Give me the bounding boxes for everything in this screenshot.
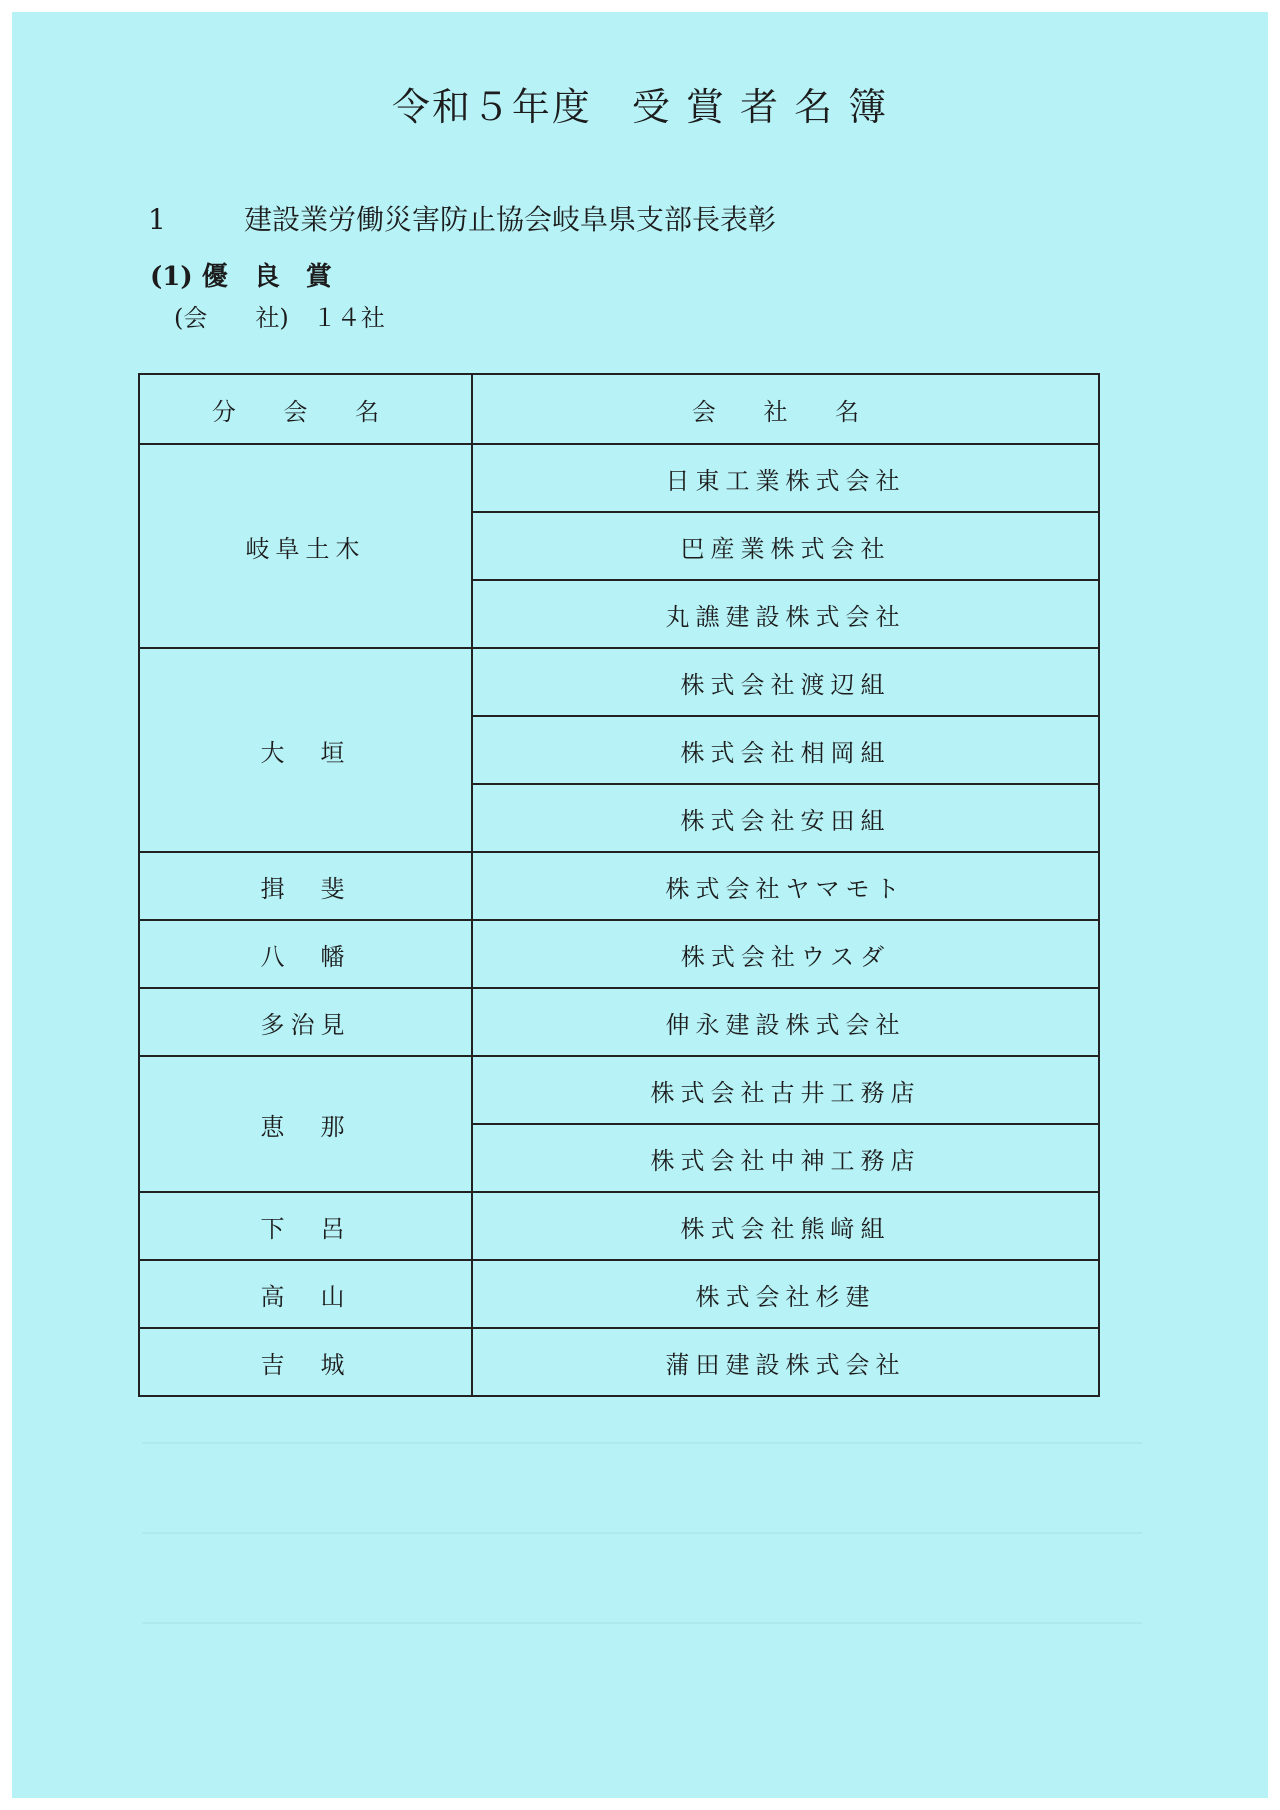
show-through-mark (142, 1442, 1142, 1444)
table-row (139, 852, 1099, 920)
company-cell: 株式会社ウスダ (472, 920, 1099, 988)
branch-cell: 多治見 (139, 988, 472, 1056)
company-cell: 株式会社相岡組 (472, 716, 1099, 784)
branch-cell: 大 垣 (139, 648, 472, 852)
table-row (139, 1192, 1099, 1260)
company-cell: 蒲田建設株式会社 (472, 1328, 1099, 1396)
table-row (139, 648, 1099, 716)
table-row (139, 1056, 1099, 1124)
company-cell: 株式会社熊﨑組 (472, 1192, 1099, 1260)
table-row (139, 1260, 1099, 1328)
company-cell: 株式会社渡辺組 (472, 648, 1099, 716)
company-cell: 株式会社杉建 (472, 1260, 1099, 1328)
company-cell: 株式会社中神工務店 (472, 1124, 1099, 1192)
company-cell: 伸永建設株式会社 (472, 988, 1099, 1056)
branch-cell: 高 山 (139, 1260, 472, 1328)
section-title: 建設業労働災害防止協会岐阜県支部長表彰 (244, 203, 777, 236)
section-number: 1 (148, 203, 166, 236)
document-page (12, 12, 1268, 1798)
section-heading (148, 198, 776, 238)
branch-cell: 揖 斐 (139, 852, 472, 920)
branch-cell: 恵 那 (139, 1056, 472, 1192)
show-through-mark (142, 1622, 1142, 1624)
table-row (139, 920, 1099, 988)
branch-cell: 吉 城 (139, 1328, 472, 1396)
subsection-label: (1) 優 良 賞 (150, 262, 332, 292)
company-cell: 巴産業株式会社 (472, 512, 1099, 580)
page-title: 令和５年度 受 賞 者 名 簿 (391, 85, 889, 129)
award-table (138, 373, 1100, 1397)
branch-cell: 岐阜土木 (139, 444, 472, 648)
table-row (139, 988, 1099, 1056)
header-company: 会 社 名 (472, 374, 1099, 444)
table-header-row (139, 374, 1099, 444)
company-cell: 日東工業株式会社 (472, 444, 1099, 512)
table-row (139, 1328, 1099, 1396)
header-branch: 分 会 名 (139, 374, 472, 444)
show-through-mark (142, 1532, 1142, 1534)
branch-cell: 八 幡 (139, 920, 472, 988)
company-cell: 株式会社ヤマモト (472, 852, 1099, 920)
branch-cell: 下 呂 (139, 1192, 472, 1260)
table-row (139, 444, 1099, 512)
company-cell: 丸譙建設株式会社 (472, 580, 1099, 648)
company-count: (会 社) １４社 (174, 304, 385, 332)
company-cell: 株式会社古井工務店 (472, 1056, 1099, 1124)
company-cell: 株式会社安田組 (472, 784, 1099, 852)
